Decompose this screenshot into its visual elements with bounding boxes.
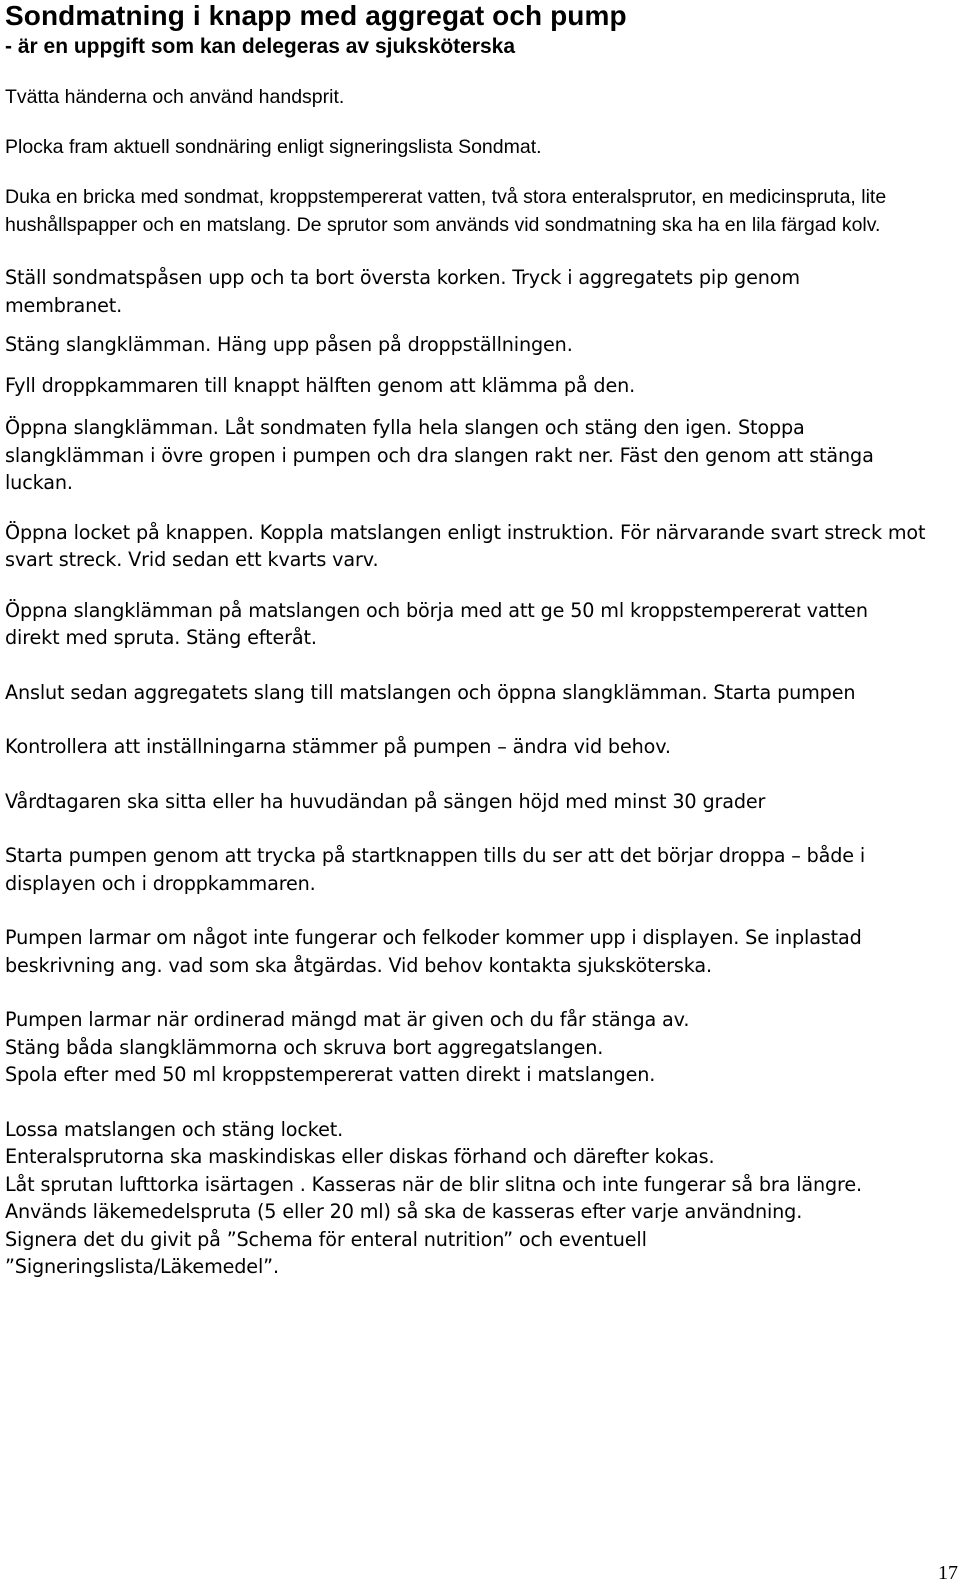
paragraph-17: Spola efter med 50 ml kroppstempererat vatten direkt i matslangen. bbox=[5, 1063, 656, 1086]
paragraph-1: Tvätta händerna och använd handsprit. bbox=[5, 86, 345, 108]
paragraph-18: Lossa matslangen och stäng locket. bbox=[5, 1117, 344, 1141]
page-title: Sondmatning i knapp med aggregat och pump bbox=[5, 0, 627, 31]
paragraph-14: Pumpen larmar om något inte fungerar och felkoder kommer upp i displayen. Se inplastad beskrivning ang. vad som ska åtgärdas. Vid behov kontakta sjuksköterska. bbox=[5, 926, 862, 977]
page-subtitle: - är en uppgift som kan delegeras av sjuksköterska bbox=[5, 35, 516, 58]
paragraph-19: Enteralsprutorna ska maskindiskas eller diskas förhand och därefter kokas. bbox=[5, 1145, 715, 1168]
paragraph-5: Stäng slangklämman. Häng upp påsen på droppställningen. bbox=[5, 333, 573, 356]
paragraph-9: Öppna slangklämman på matslangen och börja med att ge 50 ml kroppstempererat vatten direkt med spruta. Stäng efteråt. bbox=[5, 598, 868, 649]
page-number: 17 bbox=[938, 1562, 958, 1584]
paragraph-11: Kontrollera att inställningarna stämmer på pumpen – ändra vid behov. bbox=[5, 735, 671, 758]
document-page bbox=[5, 0, 950, 1281]
paragraph-2: Plocka fram aktuell sondnäring enligt signeringslista Sondmat. bbox=[5, 136, 542, 158]
paragraph-21: Används läkemedelspruta (5 eller 20 ml) så ska de kasseras efter varje användning. bbox=[5, 1200, 803, 1223]
paragraph-6: Fyll droppkammaren till knappt hälften genom att klämma på den. bbox=[5, 373, 636, 397]
paragraph-13: Starta pumpen genom att trycka på startknappen tills du ser att det börjar droppa – både i displayen och i droppkammaren. bbox=[5, 844, 866, 895]
paragraph-3: Duka en bricka med sondmat, kroppstempererat vatten, två stora enteralsprutor, en medicinspruta, lite hushållspapper och en matslang. De sprutor som används vid sondmatning ska ha en lila färgad kolv. bbox=[5, 186, 887, 236]
paragraph-22: Signera det du givit på ”Schema för enteral nutrition” och eventuell ”Signeringslista/Läkemedel”. bbox=[5, 1227, 647, 1278]
paragraph-12: Vårdtagaren ska sitta eller ha huvudändan på sängen höjd med minst 30 grader bbox=[5, 789, 766, 813]
paragraph-20: Låt sprutan lufttorka isärtagen . Kasseras när de blir slitna och inte fungerar så bra längre. bbox=[5, 1172, 862, 1196]
paragraph-7: Öppna slangklämman. Låt sondmaten fylla hela slangen och stäng den igen. Stoppa slangklämman i övre gropen i pumpen och dra slangen rakt ner. Fäst den genom att stänga luckan. bbox=[5, 416, 874, 494]
paragraph-8: Öppna locket på knappen. Koppla matslangen enligt instruktion. För närvarande svart streck mot svart streck. Vrid sedan ett kvarts varv. bbox=[5, 520, 926, 571]
paragraph-4: Ställ sondmatspåsen upp och ta bort översta korken. Tryck i aggregatets pip genom membranet. bbox=[5, 266, 800, 317]
paragraph-16: Stäng båda slangklämmorna och skruva bort aggregatslangen. bbox=[5, 1035, 604, 1059]
paragraph-10: Anslut sedan aggregatets slang till matslangen och öppna slangklämman. Starta pumpen bbox=[5, 680, 856, 704]
paragraph-15: Pumpen larmar när ordinerad mängd mat är given och du får stänga av. bbox=[5, 1008, 690, 1031]
